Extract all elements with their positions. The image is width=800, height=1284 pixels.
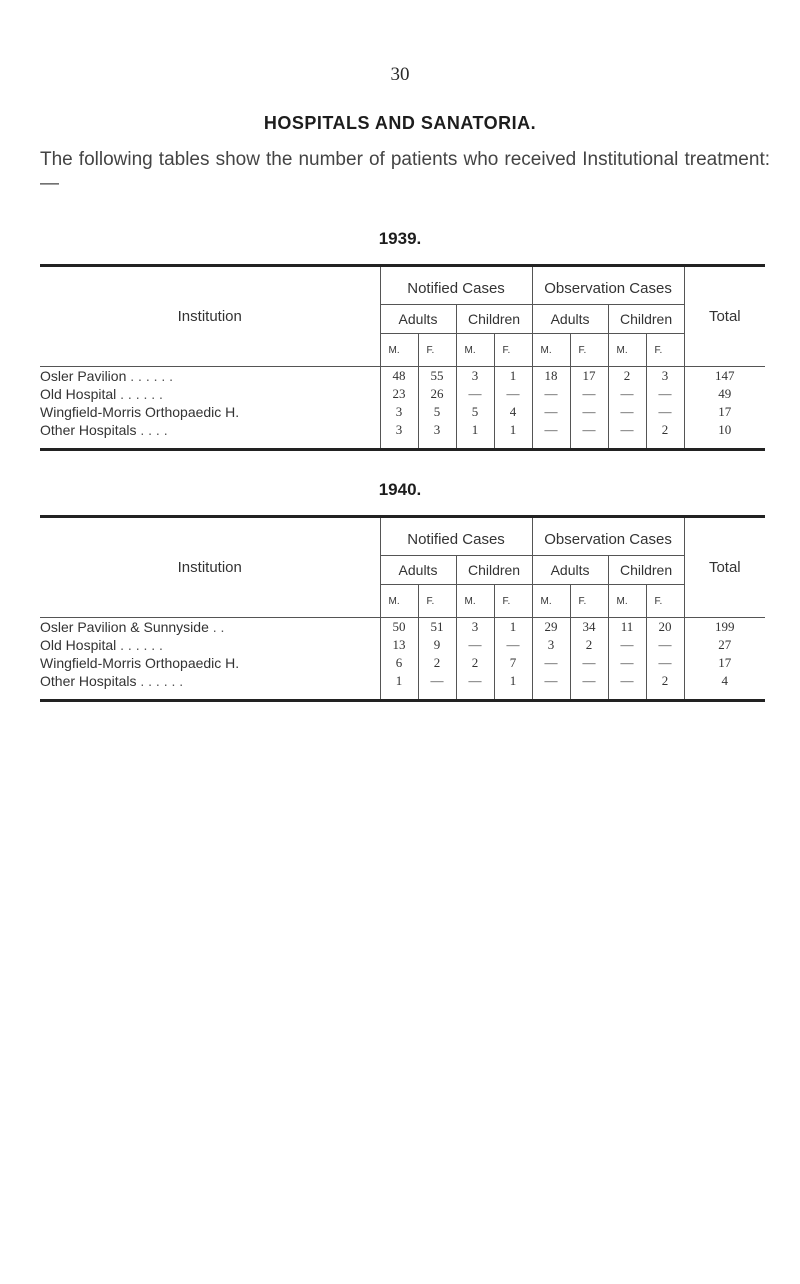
leader-dots: . . . . . .: [120, 637, 163, 653]
cell-value: 5: [418, 403, 456, 421]
cell-value: 5: [456, 403, 494, 421]
institution-name: Other Hospitals: [40, 422, 137, 438]
table-1939: [40, 264, 765, 451]
sex-header-male: M.: [456, 585, 494, 618]
table-row: [40, 421, 765, 450]
cell-value: 48: [380, 367, 418, 385]
sex-header-female: F.: [418, 585, 456, 618]
year-heading-1939: 1939.: [378, 229, 422, 248]
table-row: [40, 618, 765, 636]
sex-header-female: F.: [646, 334, 684, 367]
cell-value: —: [608, 421, 646, 450]
sex-header-male: M.: [380, 585, 418, 618]
cell-value: —: [456, 385, 494, 403]
notified-adults-header: Adults: [380, 556, 456, 585]
cell-value: 18: [532, 367, 570, 385]
cell-value: 1: [494, 672, 532, 701]
cell-value: —: [532, 403, 570, 421]
observation-cases-header: Observation Cases: [532, 517, 684, 556]
cell-total: 27: [684, 636, 765, 654]
table-row: [40, 367, 765, 385]
sex-header-female: F.: [494, 585, 532, 618]
notified-cases-header: Notified Cases: [380, 517, 532, 556]
cell-value: —: [570, 385, 608, 403]
cell-value: —: [570, 403, 608, 421]
cell-value: 1: [456, 421, 494, 450]
cell-value: —: [532, 421, 570, 450]
sex-header-female: F.: [418, 334, 456, 367]
cell-value: 3: [532, 636, 570, 654]
page-number: 30: [390, 64, 410, 85]
notified-children-header: Children: [456, 305, 532, 334]
cell-value: —: [570, 672, 608, 701]
page-title: HOSPITALS AND SANATORIA.: [263, 113, 537, 133]
institution-name: Old Hospital: [40, 386, 117, 402]
cell-value: —: [532, 672, 570, 701]
observation-cases-header: Observation Cases: [532, 266, 684, 305]
sex-header-male: M.: [456, 334, 494, 367]
cell-value: 26: [418, 385, 456, 403]
cell-value: —: [646, 403, 684, 421]
institution-name: Osler Pavilion & Sunnyside: [40, 619, 209, 635]
cell-value: —: [456, 636, 494, 654]
cell-value: 4: [494, 403, 532, 421]
table-1940: [40, 515, 765, 702]
cell-value: —: [608, 636, 646, 654]
leader-dots: . . . . . .: [120, 386, 163, 402]
cell-value: —: [418, 672, 456, 701]
cell-value: 1: [380, 672, 418, 701]
cell-value: —: [608, 403, 646, 421]
cell-value: 9: [418, 636, 456, 654]
cell-value: 20: [646, 618, 684, 636]
cell-value: 2: [646, 672, 684, 701]
table-row: [40, 672, 765, 701]
cell-value: 11: [608, 618, 646, 636]
sex-header-male: M.: [532, 334, 570, 367]
sex-header-female: F.: [494, 334, 532, 367]
leader-dots: . .: [212, 619, 225, 635]
leader-dots: . . . .: [140, 422, 168, 438]
cell-value: 1: [494, 421, 532, 450]
cell-value: 23: [380, 385, 418, 403]
institution-name: Osler Pavilion: [40, 368, 127, 384]
cell-value: —: [608, 385, 646, 403]
cell-value: 13: [380, 636, 418, 654]
institution-name: Old Hospital: [40, 637, 117, 653]
observation-adults-header: Adults: [532, 556, 608, 585]
institution-name: Other Hospitals: [40, 673, 137, 689]
leader-dots: . . . . . .: [130, 368, 174, 384]
cell-value: —: [646, 654, 684, 672]
cell-total: 17: [684, 403, 765, 421]
total-header: Total: [684, 517, 765, 618]
cell-value: —: [646, 385, 684, 403]
cell-value: 2: [646, 421, 684, 450]
year-heading-1940: 1940.: [378, 480, 422, 499]
leader-dots: . . . . . .: [140, 673, 184, 689]
cell-value: 3: [380, 403, 418, 421]
cell-total: 4: [684, 672, 765, 701]
cell-value: 34: [570, 618, 608, 636]
cell-value: 3: [456, 367, 494, 385]
cell-value: —: [608, 672, 646, 701]
cell-value: 3: [380, 421, 418, 450]
cell-total: 147: [684, 367, 765, 385]
cell-value: —: [494, 636, 532, 654]
cell-total: 17: [684, 654, 765, 672]
total-header: Total: [684, 266, 765, 367]
cell-value: —: [532, 654, 570, 672]
cell-value: 55: [418, 367, 456, 385]
cell-value: —: [608, 654, 646, 672]
cell-value: —: [570, 421, 608, 450]
cell-value: 17: [570, 367, 608, 385]
institution-name: Wingfield-Morris Orthopaedic H.: [40, 404, 240, 420]
table-row: [40, 654, 765, 672]
cell-value: 2: [570, 636, 608, 654]
observation-children-header: Children: [608, 305, 684, 334]
cell-value: —: [494, 385, 532, 403]
intro-paragraph: The following tables show the number of patients who received Institutional treatment:—: [40, 149, 770, 194]
table-row: [40, 385, 765, 403]
observation-adults-header: Adults: [532, 305, 608, 334]
cell-value: 3: [646, 367, 684, 385]
cell-total: 10: [684, 421, 765, 450]
table-row: [40, 403, 765, 421]
cell-value: 2: [608, 367, 646, 385]
cell-value: 1: [494, 618, 532, 636]
cell-value: 3: [456, 618, 494, 636]
cell-value: 29: [532, 618, 570, 636]
notified-children-header: Children: [456, 556, 532, 585]
cell-value: 6: [380, 654, 418, 672]
cell-value: —: [456, 672, 494, 701]
cell-value: 2: [456, 654, 494, 672]
cell-value: 1: [494, 367, 532, 385]
cell-value: 51: [418, 618, 456, 636]
institution-header: Institution: [40, 266, 380, 367]
sex-header-female: F.: [646, 585, 684, 618]
cell-value: 3: [418, 421, 456, 450]
sex-header-female: F.: [570, 334, 608, 367]
cell-value: —: [570, 654, 608, 672]
sex-header-male: M.: [608, 585, 646, 618]
cell-total: 49: [684, 385, 765, 403]
sex-header-male: M.: [532, 585, 570, 618]
sex-header-male: M.: [608, 334, 646, 367]
cell-total: 199: [684, 618, 765, 636]
institution-header: Institution: [40, 517, 380, 618]
cell-value: 50: [380, 618, 418, 636]
cell-value: —: [646, 636, 684, 654]
cell-value: 7: [494, 654, 532, 672]
notified-cases-header: Notified Cases: [380, 266, 532, 305]
sex-header-male: M.: [380, 334, 418, 367]
observation-children-header: Children: [608, 556, 684, 585]
notified-adults-header: Adults: [380, 305, 456, 334]
cell-value: 2: [418, 654, 456, 672]
cell-value: —: [532, 385, 570, 403]
institution-name: Wingfield-Morris Orthopaedic H.: [40, 655, 240, 671]
table-row: [40, 636, 765, 654]
sex-header-female: F.: [570, 585, 608, 618]
